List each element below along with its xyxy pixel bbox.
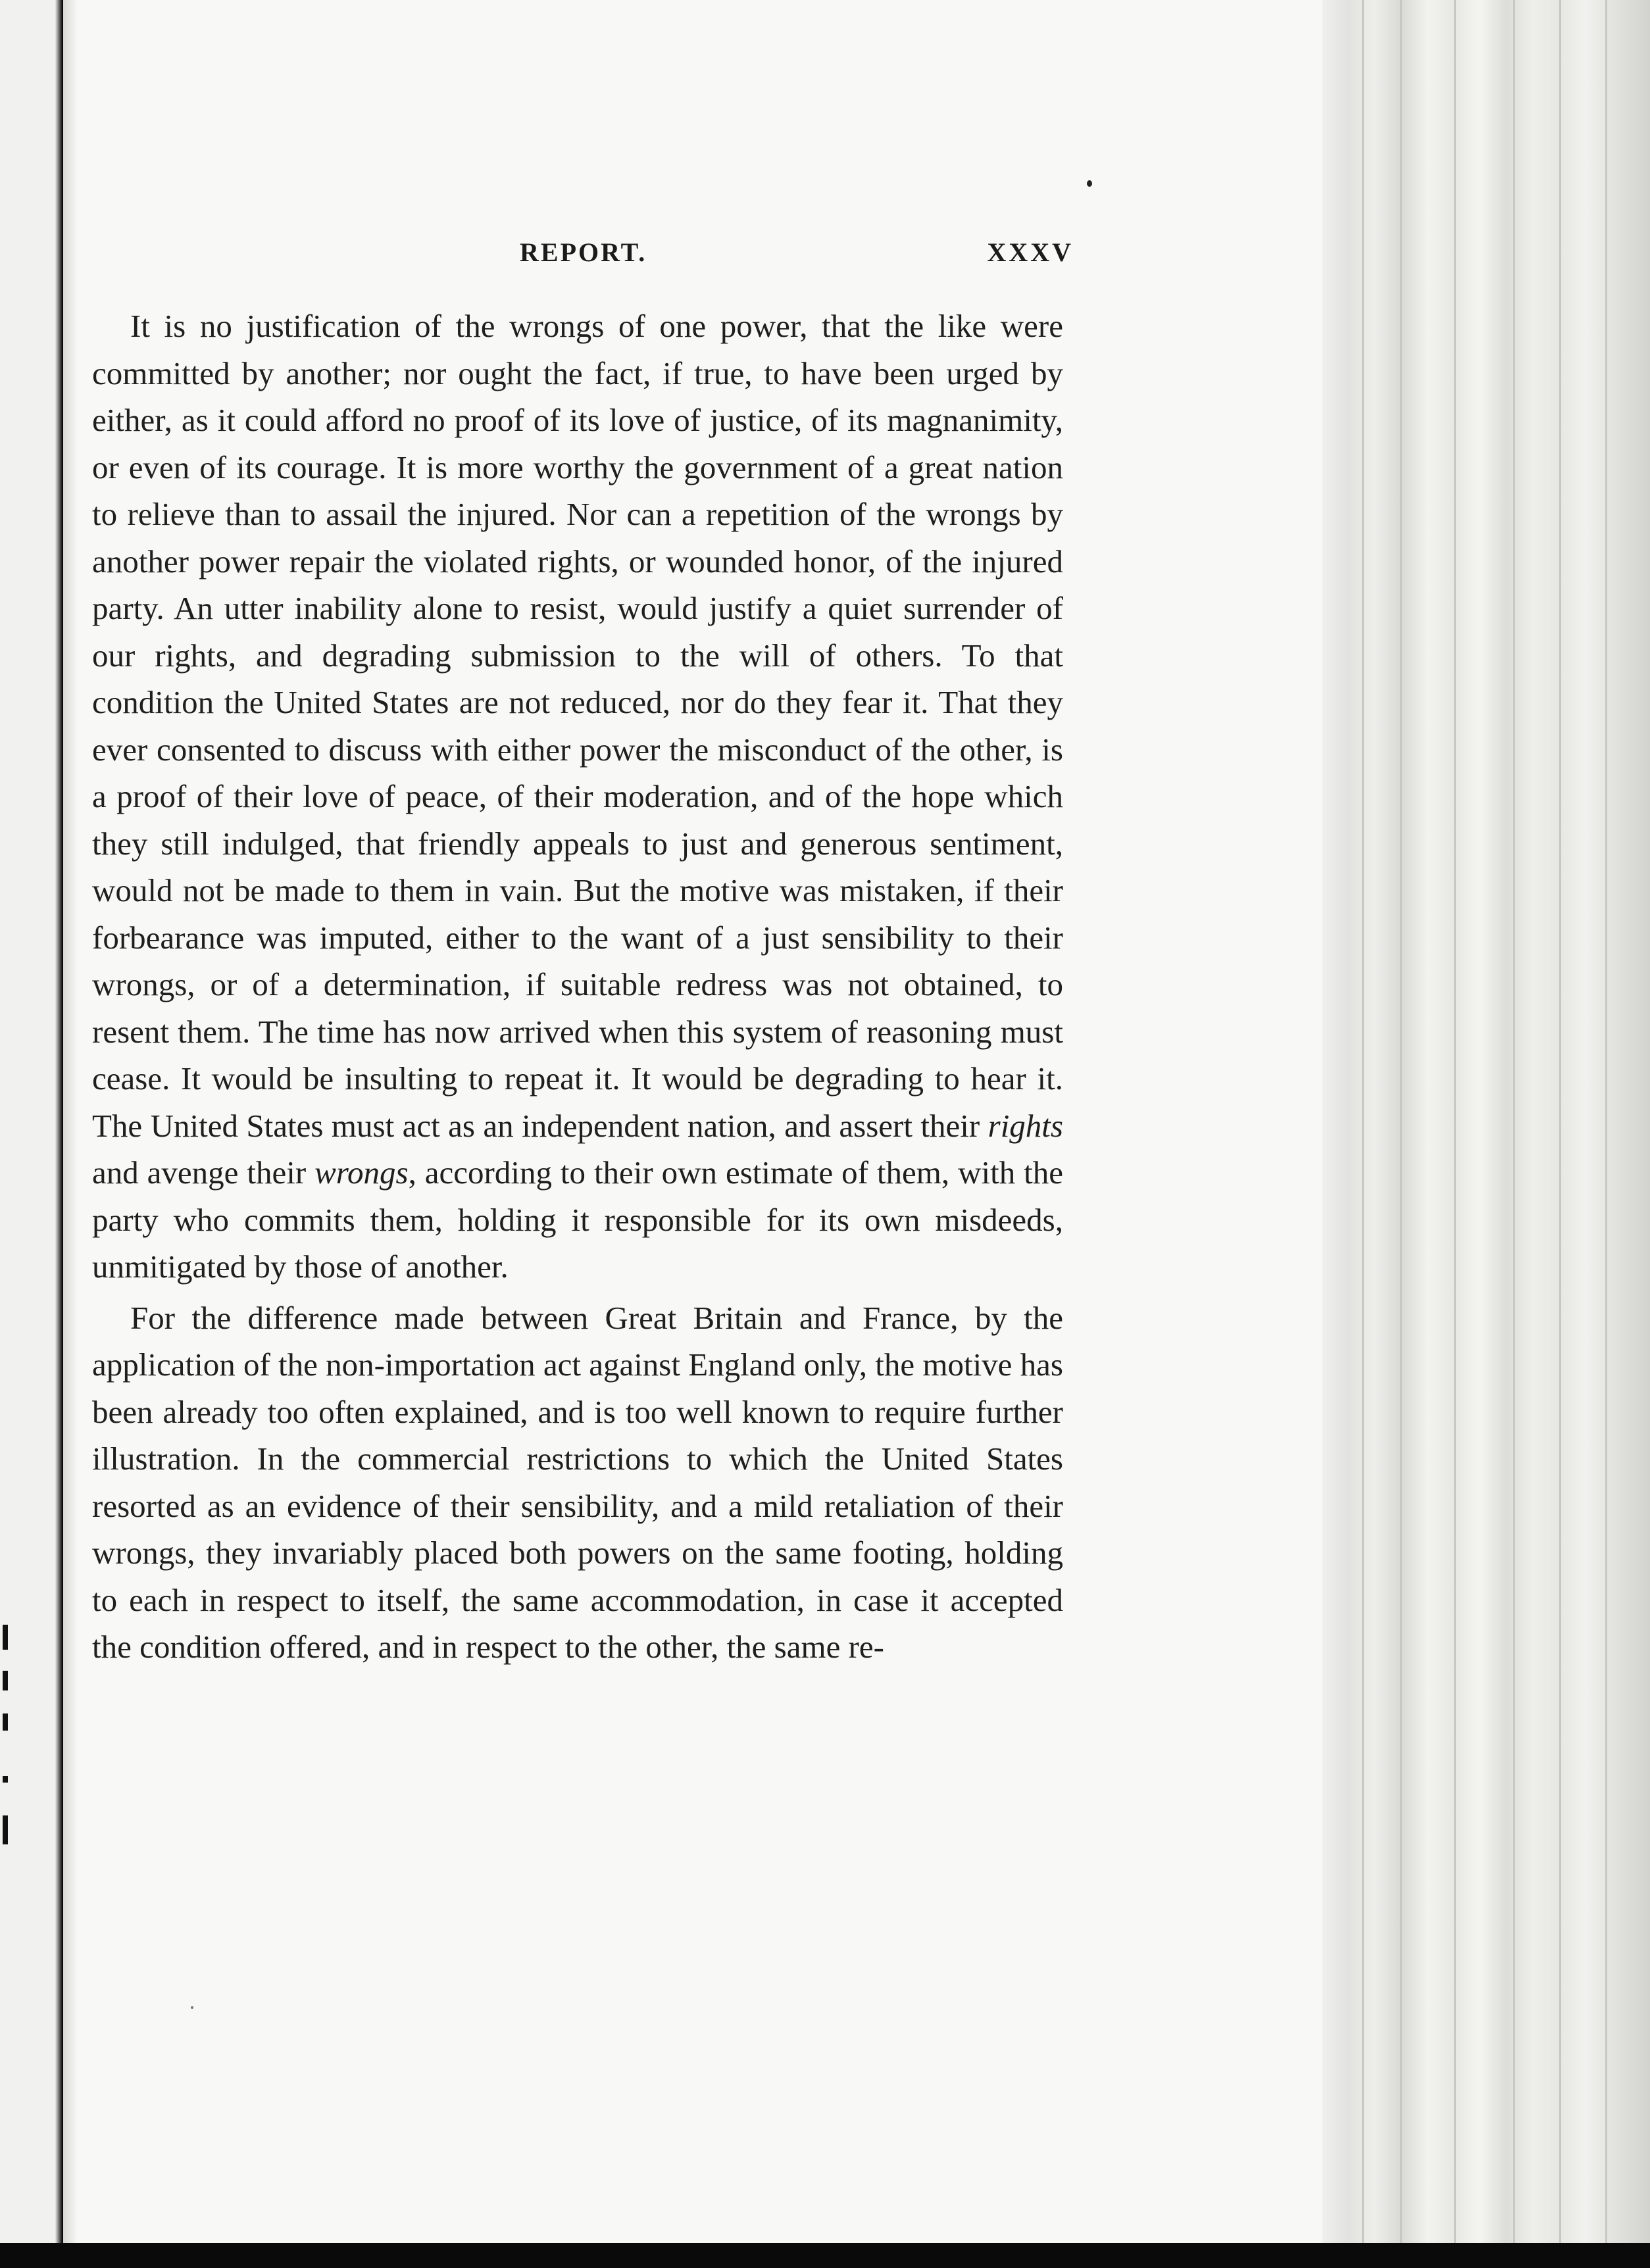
italic-wrongs: wrongs xyxy=(314,1154,409,1191)
page-header xyxy=(105,237,1074,276)
page-edge-line xyxy=(1513,0,1515,2243)
fragment-mark xyxy=(3,1713,8,1731)
fragment-mark xyxy=(3,1815,8,1844)
paragraph-1-text-a: It is no justification of the wrongs of one power, that the like were committed by another; nor ought the fact, if true, to have been urged by either, as it could afford no proof of its love of justice, of its magnanimity, or even of its courage. It is more worthy the government of a great nation to relieve than to assail the injured. Nor can a repetition of the wrongs by another power repair the violated rights, or wounded honor, of the injured party. An utter inability alone to resist, would justify a quiet surrender of our rights, and degrading submission to the will of others. To that condition the United States are not reduced, nor do they fear it. That they ever consented to discuss with either power the misconduct of the other, is a proof of their love of peace, of their moderation, and of the hope which they still indulged, that friendly appeals to just and generous sentiment, would not be made to them in vain. But the motive was mistaken, if their forbearance was imputed, either to the want of a just sensibility to their wrongs, or of a determination, if suitable redress was not obtained, to resent them. The time has now arrived when this system of reasoning must cease. It would be insulting to repeat it. It would be degrading to hear it. The United States must act as an independent nation, and assert their xyxy=(92,308,1063,1144)
paragraph-1 xyxy=(92,303,1063,1291)
ink-speck xyxy=(191,2006,193,2009)
page-body xyxy=(92,303,1063,1671)
stacked-page-edges xyxy=(1322,0,1650,2243)
binding-shadow xyxy=(55,0,62,2243)
italic-rights: rights xyxy=(988,1107,1063,1144)
fragment-mark xyxy=(3,1671,8,1690)
paragraph-2: For the difference made between Great Britain and France, by the application of the non-importation act against England only, the motive has been already too often explained, and is too well known to require further illustration. In the commercial restrictions to which the United States resorted as an evidence of their sensibility, and a mild retaliation of their wrongs, they invariably placed both powers on the same footing, holding to each in respect to itself, the same accommodation, in case it accepted the condition offered, and in respect to the other, the same re- xyxy=(92,1299,1063,1665)
page-edge-line xyxy=(1362,0,1364,2243)
page-edge-line xyxy=(1454,0,1456,2243)
page-number: XXXV xyxy=(987,237,1074,267)
paragraph-1-text-b: and avenge their xyxy=(92,1154,315,1191)
running-head: REPORT. xyxy=(520,237,647,267)
paragraph-1-text-c: , according to their own estimate of them, with the party who commits them, holding it responsible for its own misdeeds, unmitigated by those of another. xyxy=(92,1154,1063,1285)
scan-border-bottom xyxy=(0,2243,1650,2268)
ink-speck xyxy=(1087,180,1092,187)
page-edge-line xyxy=(1559,0,1561,2243)
page-edge-line xyxy=(1605,0,1607,2243)
page-edge-line xyxy=(1400,0,1402,2243)
fragment-mark xyxy=(3,1625,8,1650)
page-gutter xyxy=(63,0,78,2243)
fragment-mark xyxy=(3,1776,8,1783)
previous-page-text-fragments xyxy=(0,0,13,2243)
